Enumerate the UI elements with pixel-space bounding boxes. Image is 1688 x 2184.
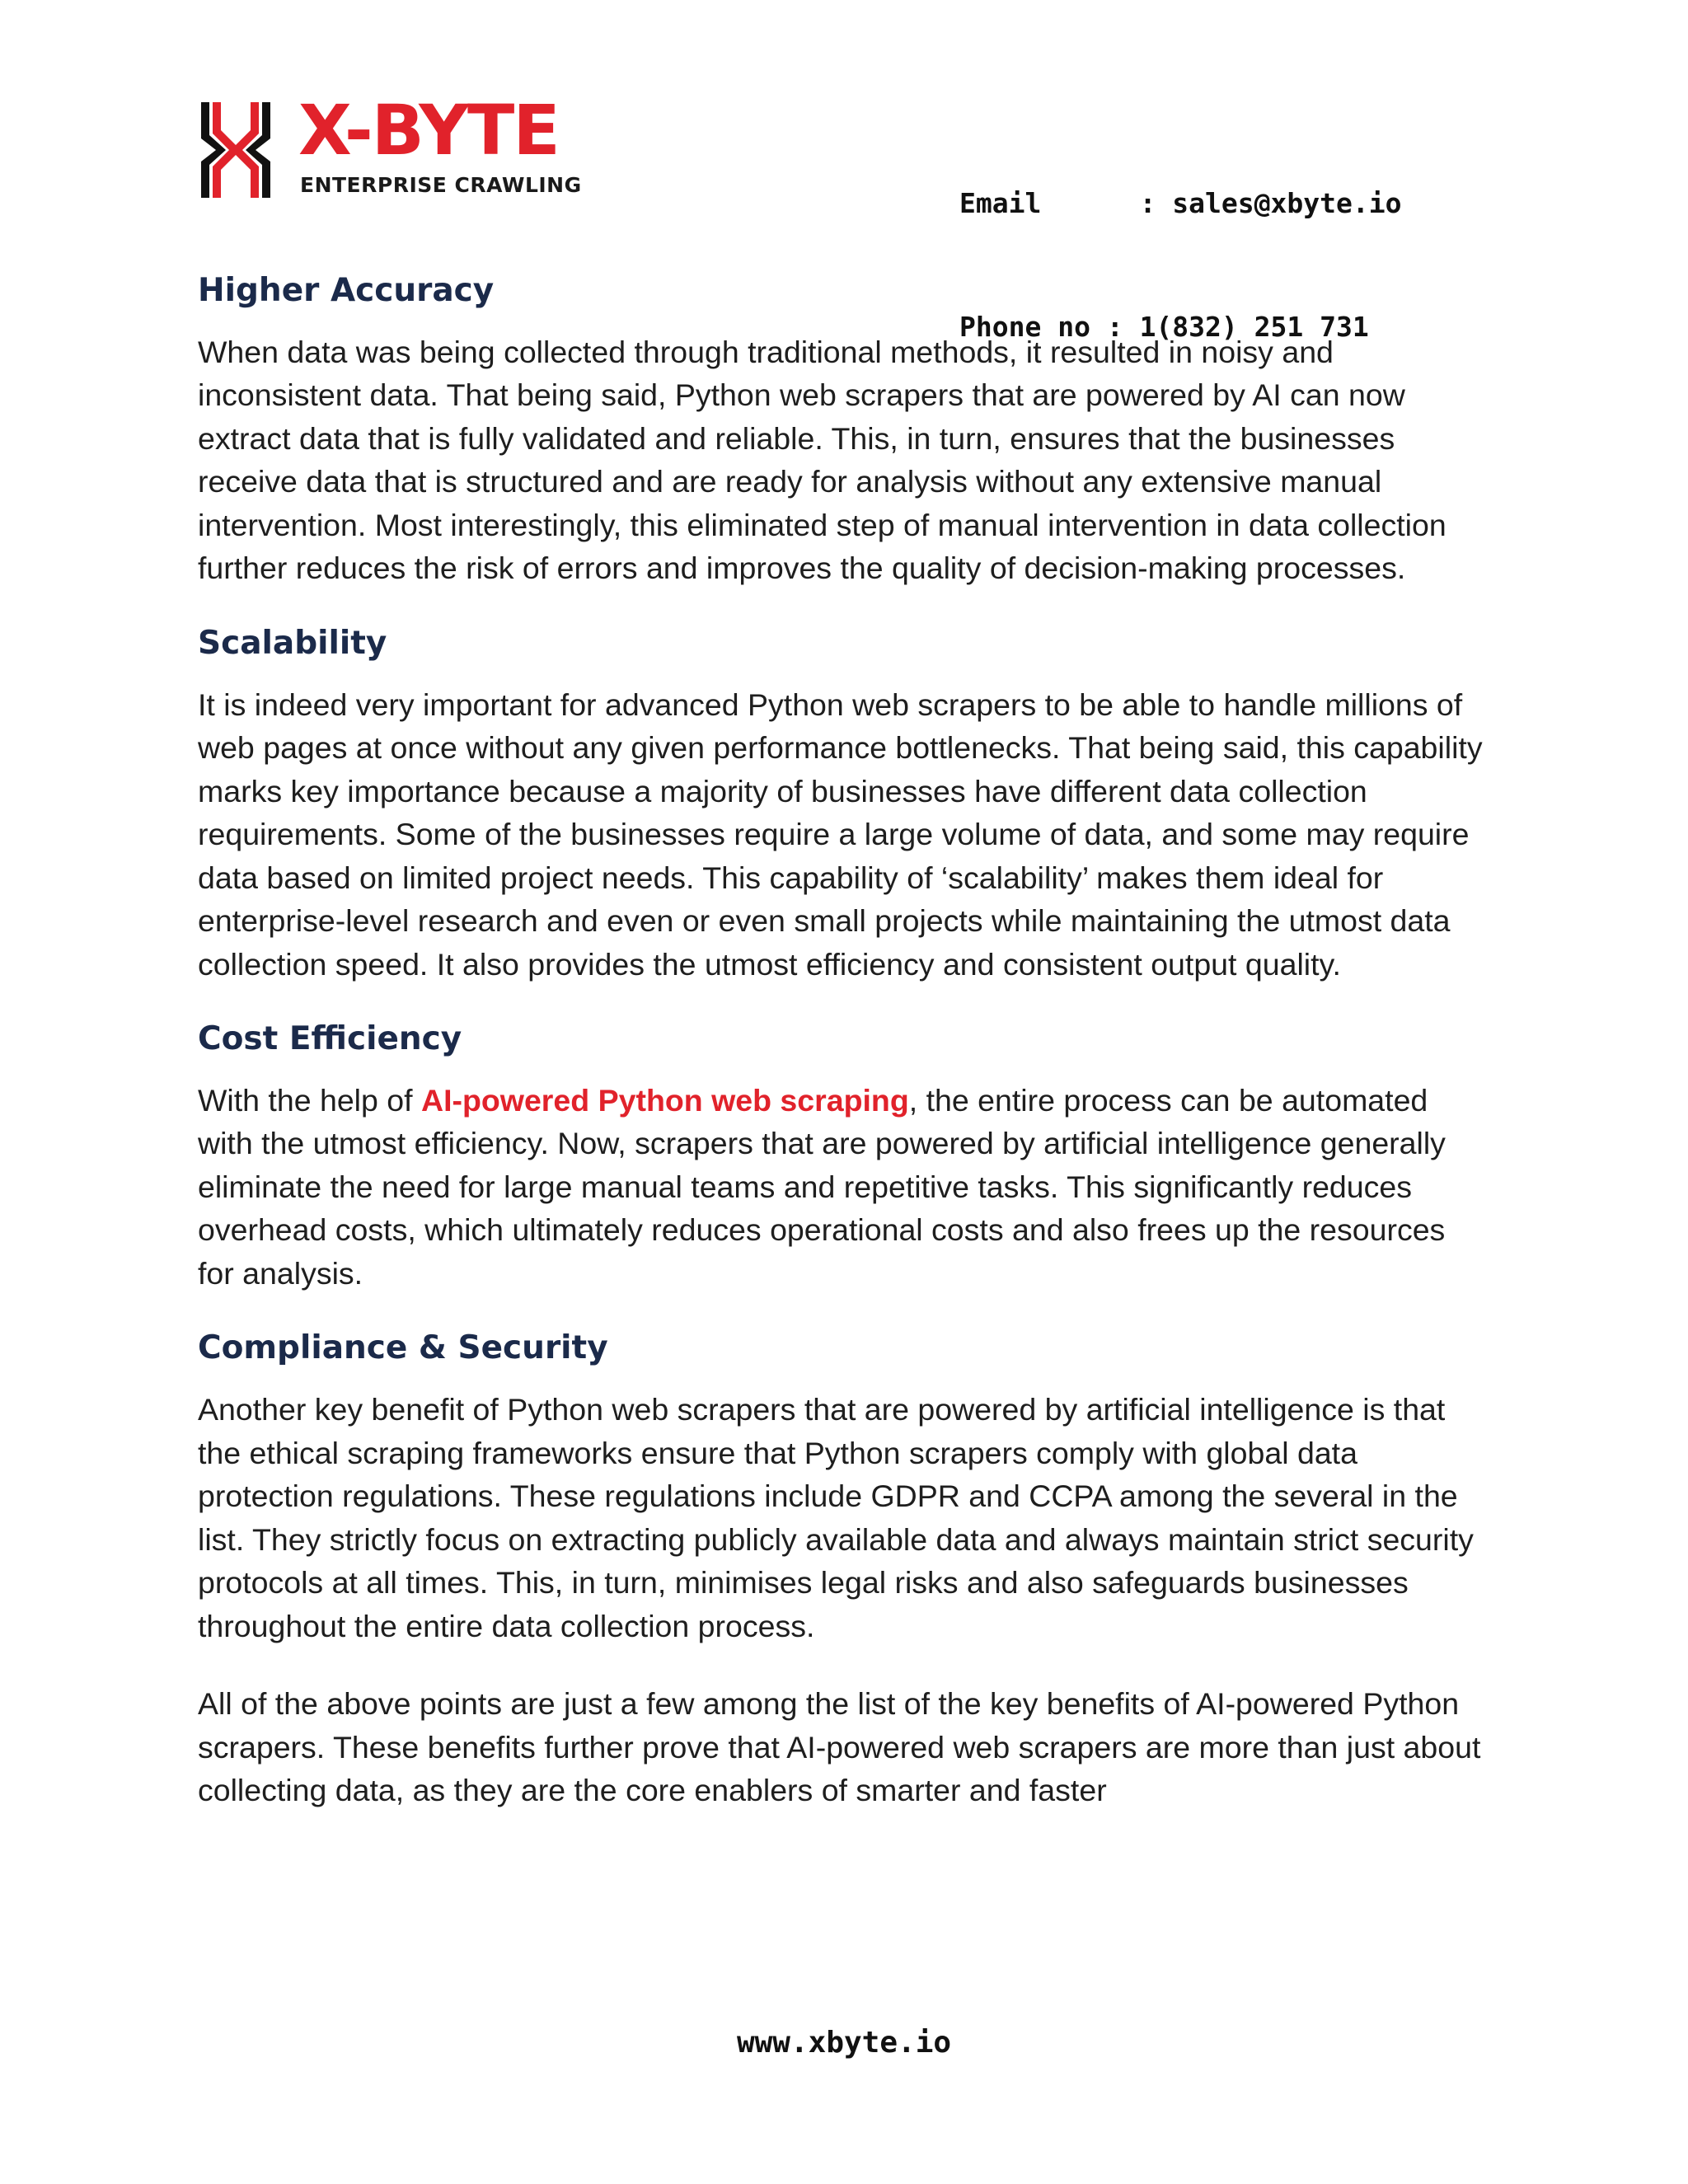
- paragraph-text-prefix: With the help of: [198, 1082, 421, 1118]
- section-heading: Cost Efficiency: [198, 1020, 462, 1058]
- email-label: Email: [959, 187, 1042, 219]
- section-heading: Scalability: [198, 624, 387, 662]
- closing-paragraph: All of the above points are just a few among the list of the key benefits of AI-powered Python scrapers. These benefits further prove that AI-powered web scrapers are more than just about collecting data, as they are the core enablers of smarter and faster: [198, 1686, 1481, 1808]
- section-heading: Compliance & Security: [198, 1329, 608, 1367]
- footer-website[interactable]: www.xbyte.io: [736, 2026, 952, 2060]
- paragraph-text-suffix: , the entire process can be automated with the utmost efficiency. Now, scrapers that are powered by artificial intelligence generally eliminate the need for large manual teams and repetitive tasks. This significantly reduces overhead costs, which ultimately reduces operational costs and also frees up the resources for analysis.: [198, 1082, 1446, 1291]
- email-row: [959, 183, 1401, 224]
- xbyte-logo-mark-icon: [201, 102, 270, 198]
- xbyte-logo: [201, 90, 582, 201]
- phone-value[interactable]: : 1(832) 251 731: [1106, 311, 1369, 343]
- email-value[interactable]: : sales@xbyte.io: [1139, 187, 1402, 219]
- section-scalability: [198, 625, 1484, 986]
- logo-wordmark: X-BYTE: [298, 90, 559, 171]
- phone-label: Phone no: [959, 311, 1090, 343]
- logo-tagline: ENTERPRISE CRAWLING: [300, 173, 582, 197]
- section-paragraph: [198, 1079, 1484, 1296]
- document-body: [198, 272, 1484, 1812]
- section-heading: Higher Accuracy: [198, 272, 495, 309]
- section-paragraph: Another key benefit of Python web scrapers that are powered by artificial intelligence is that the ethical scraping frameworks ensure that Python scrapers comply with global data protection regulations. These regulations include GDPR and CCPA among the several in the list. They strictly focus on extracting publicly available data and always maintain strict security protocols at all times. This, in turn, minimises legal risks and also safeguards businesses throughout the entire data collection process.: [198, 1392, 1474, 1643]
- section-paragraph: It is indeed very important for advanced Python web scrapers to be able to handle millions of web pages at once without any given performance bottlenecks. That being said, this capability marks key importance because a majority of businesses have different data collection requirements. Some of the businesses require a large volume of data, and some may require data based on limited project needs. This capability of ‘scalability’ makes them ideal for enterprise-level research and even or even small projects while maintaining the utmost data collection speed. It also provides the utmost efficiency and consistent output quality.: [198, 687, 1483, 982]
- section-higher-accuracy: [198, 272, 1484, 590]
- section-paragraph: When data was being collected through traditional methods, it resulted in noisy and inconsistent data. That being said, Python web scrapers that are powered by AI can now extract data that is fully validated and reliable. This, in turn, ensures that the businesses receive data that is structured and are ready for analysis without any extensive manual intervention. Most interestingly, this eliminated step of manual intervention in data collection further reduces the risk of errors and improves the quality of decision-making processes.: [198, 334, 1447, 586]
- section-compliance-security: [198, 1329, 1484, 1647]
- ai-python-web-scraping-link[interactable]: AI-powered Python web scraping: [420, 1082, 909, 1118]
- section-cost-efficiency: [198, 1020, 1484, 1295]
